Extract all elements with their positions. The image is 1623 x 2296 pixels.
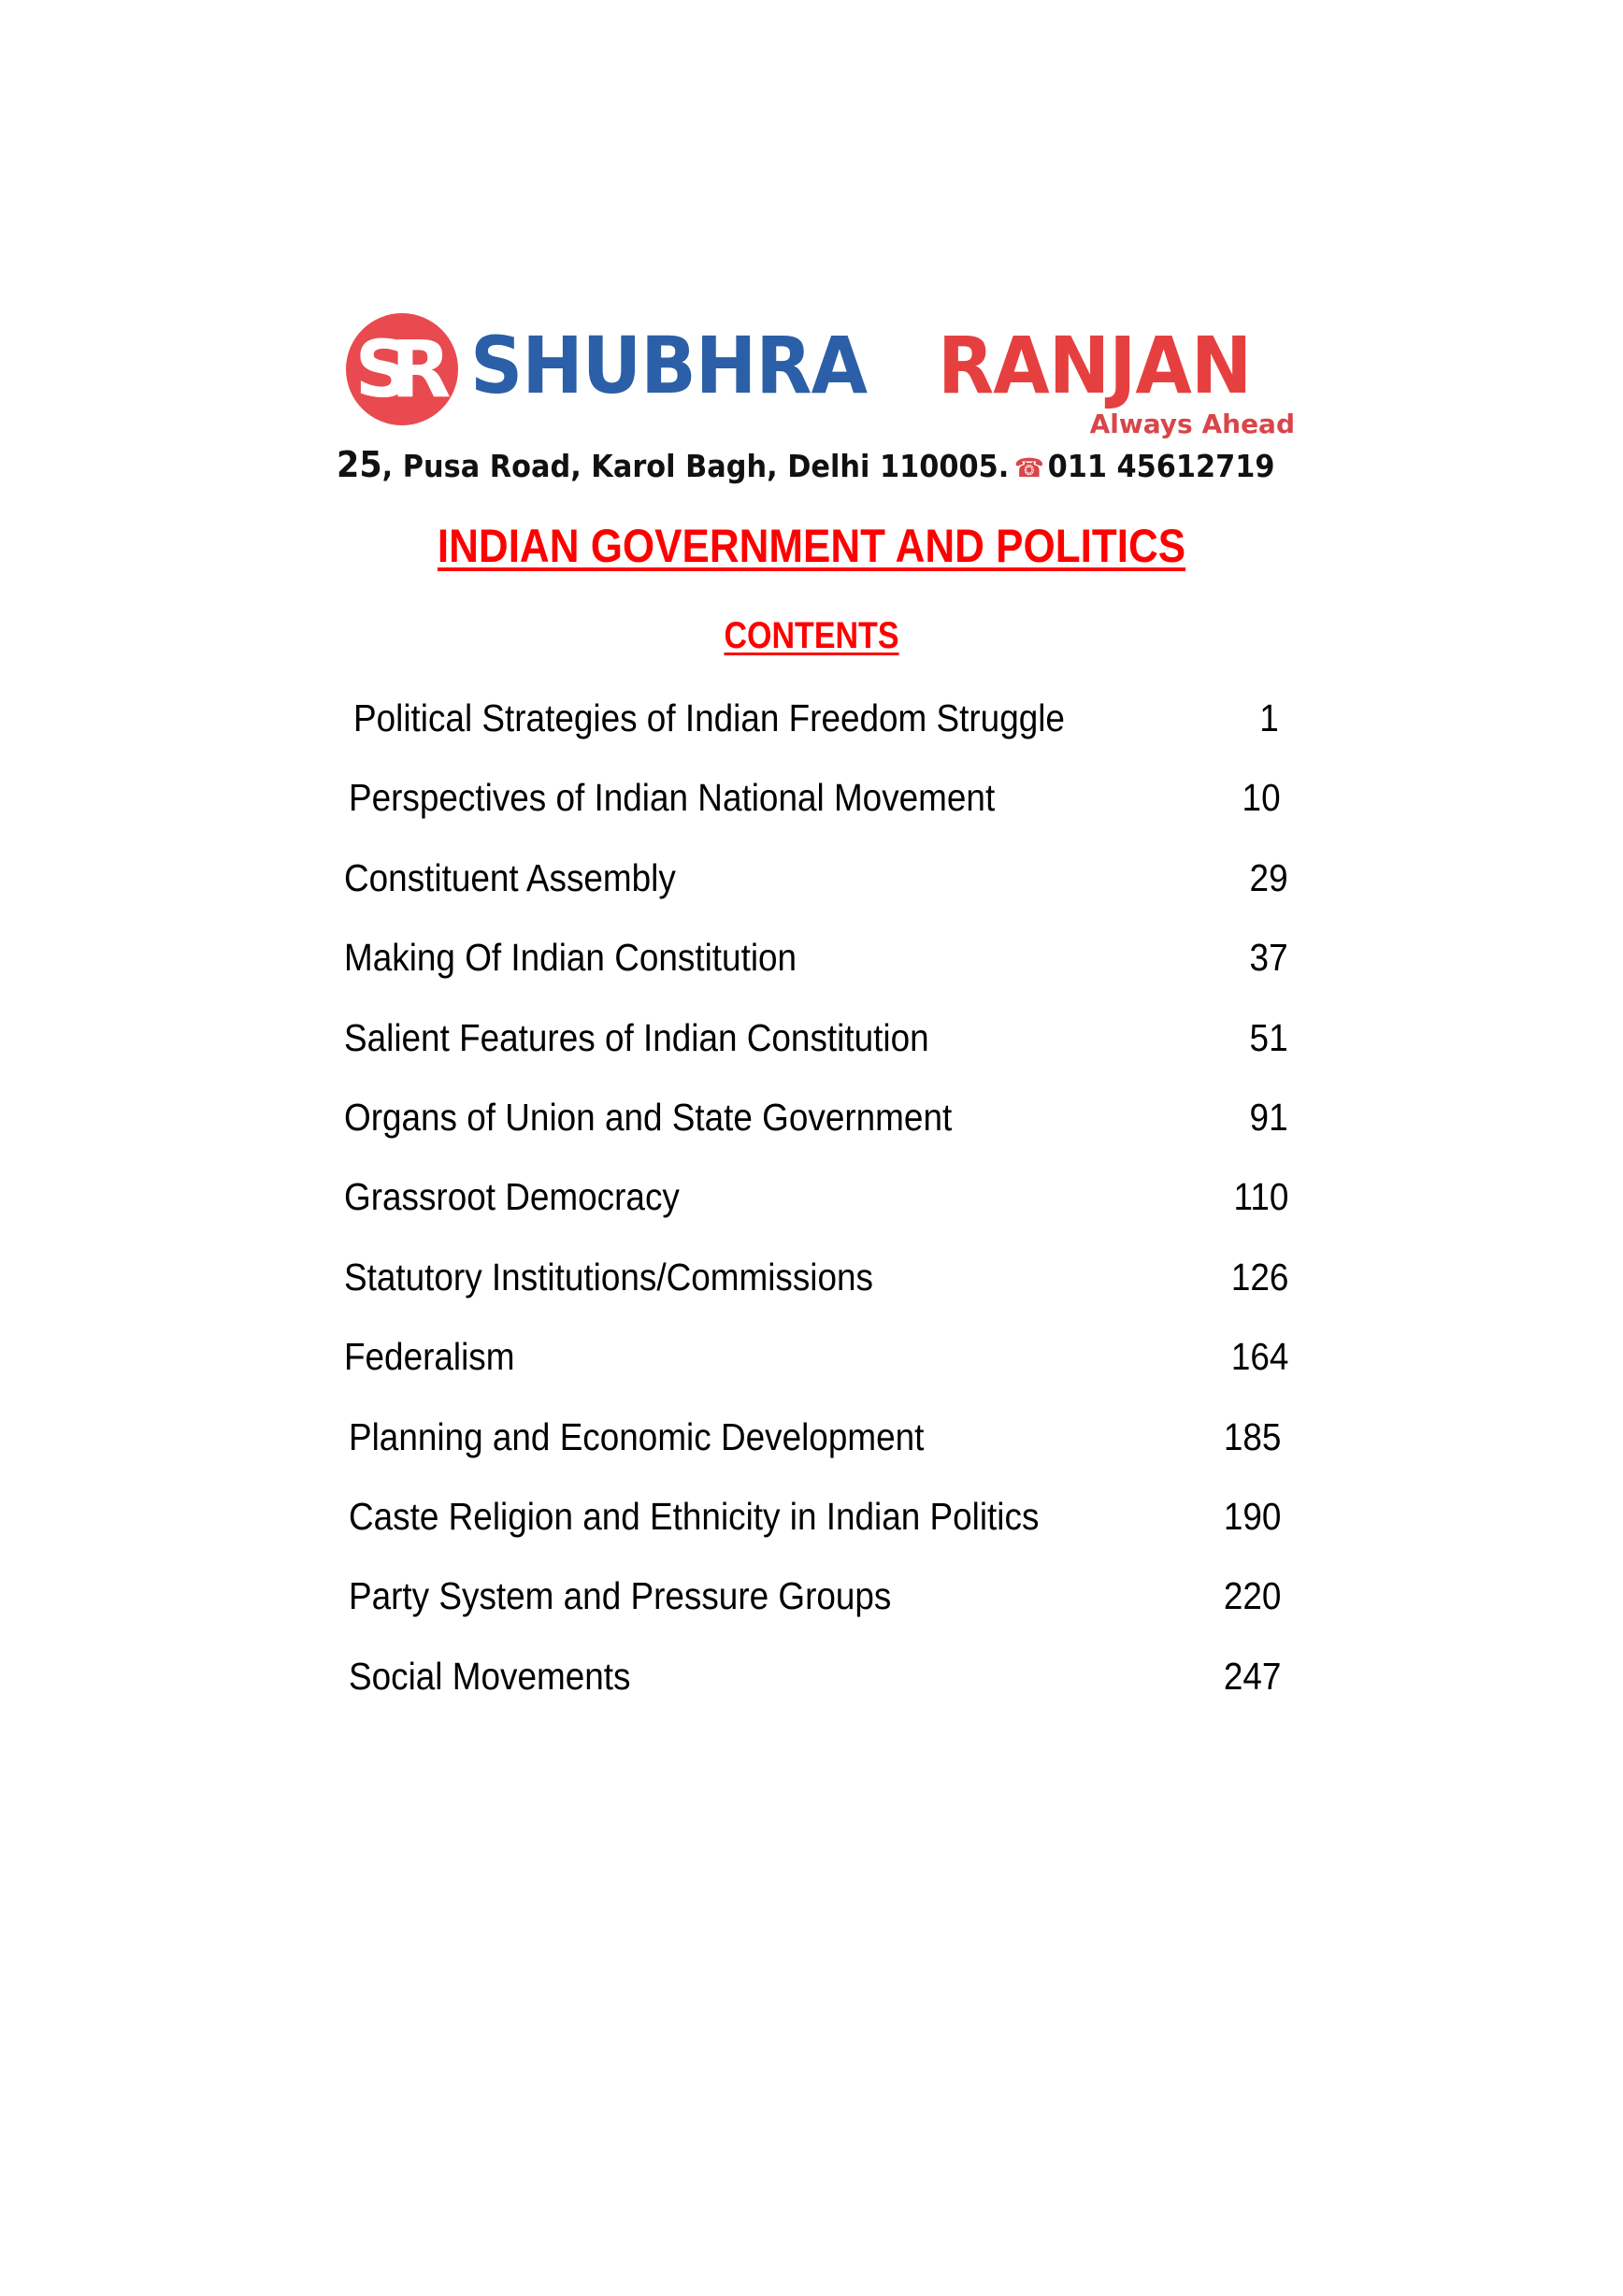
- brand-tagline: Always Ahead: [1089, 409, 1295, 439]
- contents-heading-text: CONTENTS: [724, 615, 899, 656]
- toc-entry-page: 164: [1230, 1335, 1288, 1379]
- toc-entry-page: 190: [1223, 1494, 1281, 1538]
- toc-entry-title: Making Of Indian Constitution: [344, 936, 797, 980]
- toc-row: [344, 1568, 1288, 1647]
- toc-entry-title: Federalism: [344, 1335, 515, 1379]
- table-of-contents: [344, 690, 1288, 1728]
- toc-entry-page: 10: [1242, 776, 1281, 820]
- toc-row: [344, 1409, 1288, 1488]
- toc-entry-page: 37: [1249, 936, 1288, 980]
- toc-row: [344, 690, 1288, 769]
- address-number: 25: [337, 444, 382, 485]
- toc-entry-page: 1: [1259, 696, 1279, 739]
- toc-entry-title: Caste Religion and Ethnicity in Indian Politics: [349, 1494, 1040, 1538]
- toc-entry-title: Organs of Union and State Government: [344, 1095, 953, 1139]
- toc-entry-title: Planning and Economic Development: [349, 1414, 925, 1458]
- telephone-icon: ☎: [1013, 452, 1044, 483]
- toc-entry-title: Party System and Pressure Groups: [349, 1574, 892, 1618]
- toc-row: [344, 1648, 1288, 1728]
- toc-entry-page: 91: [1249, 1095, 1288, 1139]
- toc-entry-title: Statutory Institutions/Commissions: [344, 1255, 874, 1299]
- toc-entry-page: 110: [1233, 1175, 1288, 1219]
- toc-entry-page: 185: [1223, 1414, 1281, 1458]
- toc-row: [344, 1010, 1288, 1089]
- toc-entry-title: Political Strategies of Indian Freedom Struggle: [353, 696, 1065, 739]
- toc-row: [344, 1249, 1288, 1328]
- toc-row: [344, 1488, 1288, 1568]
- toc-entry-page: 126: [1230, 1255, 1288, 1299]
- brand-name-first: SHUBHRA: [470, 320, 868, 411]
- toc-entry-title: Perspectives of Indian National Movement: [349, 776, 996, 820]
- address-text: , Pusa Road, Karol Bagh, Delhi 110005.: [381, 448, 1010, 484]
- document-title: [97, 519, 1526, 573]
- toc-row: [344, 929, 1288, 1009]
- toc-row: [344, 769, 1288, 849]
- brand-name-last: RANJAN: [938, 320, 1252, 411]
- address-line: [337, 444, 1275, 485]
- toc-entry-page: 51: [1249, 1015, 1288, 1059]
- toc-entry-page: 220: [1223, 1574, 1281, 1618]
- contents-heading: [122, 615, 1501, 657]
- toc-entry-title: Grassroot Democracy: [344, 1175, 680, 1219]
- document-title-text: INDIAN GOVERNMENT AND POLITICS: [437, 520, 1186, 572]
- toc-entry-page: 247: [1223, 1654, 1281, 1698]
- toc-entry-title: Constituent Assembly: [344, 855, 676, 899]
- toc-entry-title: Salient Features of Indian Constitution: [344, 1015, 929, 1059]
- logo-monogram: SR: [354, 323, 431, 415]
- institute-logo-header: [332, 304, 1323, 491]
- phone-number: 011 45612719: [1047, 448, 1275, 484]
- toc-row: [344, 1328, 1288, 1408]
- sr-logo-icon: [346, 313, 458, 425]
- toc-entry-page: 29: [1249, 855, 1288, 899]
- toc-entry-title: Social Movements: [349, 1654, 631, 1698]
- toc-row: [344, 850, 1288, 929]
- toc-row: [344, 1089, 1288, 1169]
- toc-row: [344, 1169, 1288, 1248]
